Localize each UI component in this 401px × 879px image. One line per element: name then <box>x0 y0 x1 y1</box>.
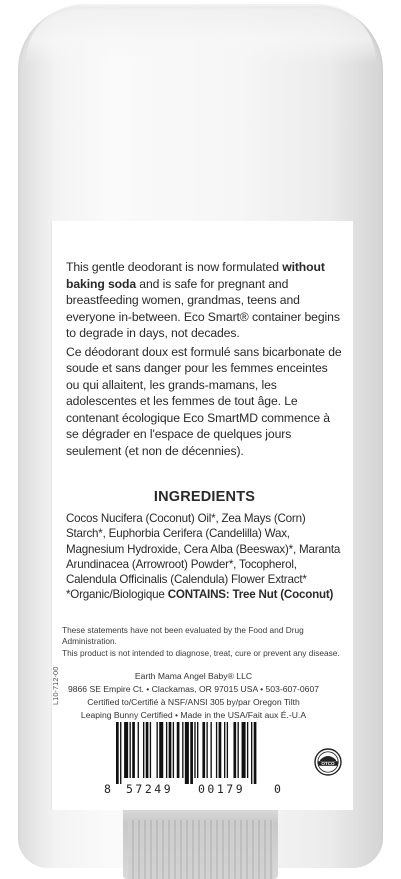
company-address: 9866 SE Empire Ct. • Clackamas, OR 97015 USA • 503-607-0607 <box>67 684 320 695</box>
barcode-bar <box>159 722 163 778</box>
barcode-bar <box>166 722 167 778</box>
barcode-bar <box>238 722 239 778</box>
barcode-bar <box>227 722 228 778</box>
barcode-bars <box>104 722 284 784</box>
barcode-bar <box>242 722 246 778</box>
barcode-check-digit: 0 <box>274 782 281 796</box>
barcode-bar <box>116 722 119 784</box>
english-text-bold: without baking soda <box>66 260 325 291</box>
barcode-bar <box>219 722 222 778</box>
barcode-bar <box>233 722 236 778</box>
barcode-bar <box>224 722 225 778</box>
barcode-bar <box>124 722 128 778</box>
barcode-right-digits: 00179 <box>198 782 246 796</box>
barcode-bar <box>120 722 121 784</box>
barcode-bar <box>216 722 217 778</box>
barcode-bar <box>157 722 158 778</box>
barcode-bar <box>190 722 193 784</box>
otco-logo-text: OTCO <box>321 761 335 767</box>
fda-disclaimer <box>62 625 343 660</box>
ingredients-list <box>66 511 343 603</box>
english-text-part2: and is safe for pregnant and breastfeeding women, grandmas, teens and everyone in-between. Eco Smart® container begins to degrade in days, not decades. <box>66 276 340 340</box>
barcode-bar <box>177 722 180 778</box>
barcode-bar <box>202 722 205 778</box>
barcode-bar <box>197 722 198 778</box>
disclaimer-line-2: This product is not intended to diagnose, treat, cure or prevent any disease. <box>62 647 340 658</box>
otco-logo <box>314 748 342 776</box>
product-label <box>51 221 353 810</box>
barcode-bar <box>182 722 183 778</box>
french-description: Ce déodorant doux est formulé sans bicarbonate de soude et sans danger pour les femmes enceintes ou qui allaitent, les grands-mamans, les adolescentes et les femmes de tout âge. Le contenant écologique Eco SmartMD commence à se dégrader en l'espace de quelques jours seulement (et non de décennies). <box>66 344 342 458</box>
barcode-bar <box>173 722 174 778</box>
barcode-bar <box>150 722 151 778</box>
company-info <box>66 670 343 722</box>
twist-base-ridges <box>128 820 273 879</box>
barcode-bar <box>251 722 252 784</box>
allergen-contains: CONTAINS: Tree Nut (Coconut) <box>167 588 334 602</box>
english-text-part1: This gentle deodorant is now formulated <box>66 260 283 274</box>
barcode-bar <box>254 722 257 784</box>
stick-top-highlight <box>26 4 376 64</box>
barcode-bar <box>211 722 212 778</box>
ingredients-title: INGREDIENTS <box>153 489 256 505</box>
company-name: Earth Mama Angel Baby® LLC <box>134 671 253 682</box>
barcode-bar <box>185 722 189 784</box>
barcode-bar <box>169 722 172 778</box>
english-description <box>66 259 343 342</box>
barcode-bar <box>138 722 139 778</box>
lot-code: L10-712-00 <box>51 666 60 705</box>
barcode-bar <box>146 722 149 778</box>
barcode-bar <box>194 722 195 778</box>
disclaimer-line-1: These statements have not been evaluated by the Food and Drug Administration. <box>62 624 304 647</box>
barcode-left-digits: 57249 <box>126 782 174 796</box>
barcode-bar <box>247 722 248 778</box>
ingredients-text: Cocos Nucifera (Coconut) Oil*, Zea Mays (Corn) Starch*, Euphorbia Cerifera (Candelilla) Wax, Magnesium Hydroxide, Cera Alba (Beeswax)*, Maranta Arundinacea (Arrowroot) Powder*, Tocopherol, Calendula Officinalis (Calendula) Flower Extract* *Organic/Biologique <box>66 512 341 602</box>
barcode-bar <box>130 722 131 778</box>
barcode-bar <box>143 722 144 778</box>
certification-line-1: Certified to/Certifié à NSF/ANSI 305 by/par Oregon Tilth <box>87 697 300 708</box>
barcode-first-digit: 8 <box>104 782 111 796</box>
barcode-bar <box>132 722 135 778</box>
certification-line-2: Leaping Bunny Certified • Made in the USA/Fait aux É.-U.A <box>80 710 307 721</box>
upc-barcode <box>104 722 284 798</box>
barcode-bar <box>206 722 207 778</box>
